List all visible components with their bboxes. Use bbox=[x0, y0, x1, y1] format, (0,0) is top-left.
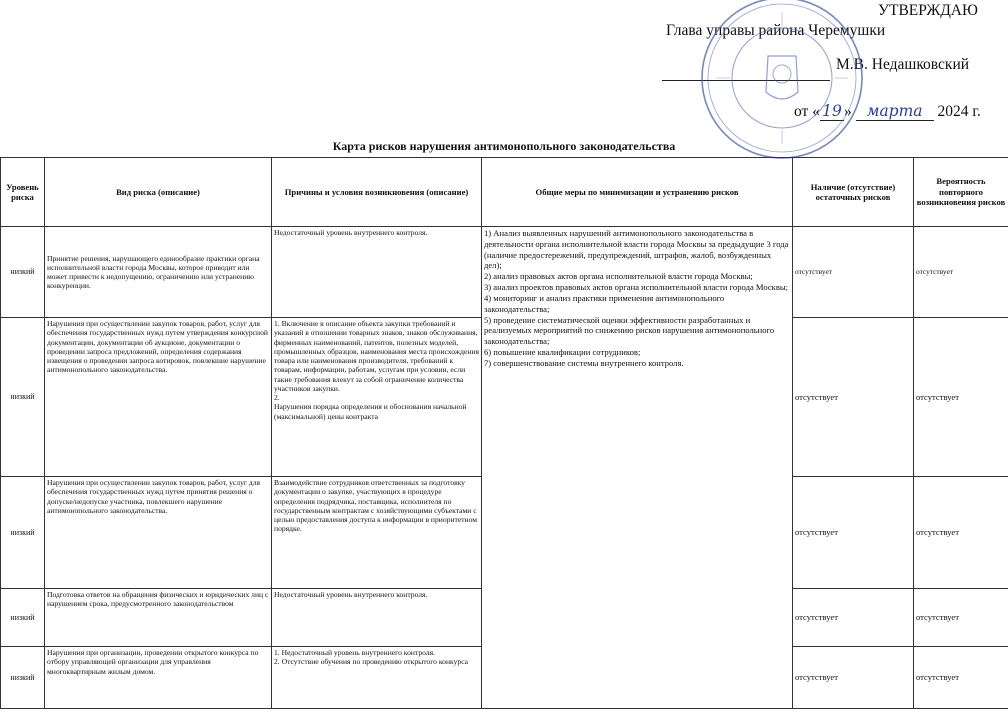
residual-risk: отсутствует bbox=[793, 647, 914, 709]
table-row bbox=[1, 227, 1008, 318]
risk-type: Принятие решения, нарушающего единообразие практики органа исполнительной власти города Москвы, которое приводит или может привести к недопущению, ограничению или устранению конкуренции. bbox=[45, 227, 272, 318]
date-prefix: от « bbox=[794, 103, 820, 120]
risk-level: низкий bbox=[1, 318, 45, 477]
risk-measures bbox=[482, 227, 793, 709]
date-day: 19 bbox=[820, 102, 844, 121]
recurrence-probability: отсутствует bbox=[914, 318, 1008, 477]
measure-item: 1) Анализ выявленных нарушений антимонопольного законодательства в деятельности органа исполнительной власти города Москвы за предыдущие 3 года (наличие предостережений, предупреждений, штрафов, жалоб, возбужденных дел); bbox=[484, 228, 789, 271]
risk-causes: Недостаточный уровень внутреннего контроля. bbox=[272, 227, 482, 318]
risk-type: Нарушения при организации, проведении открытого конкурса по отбору управляющей организации для управления многоквартирным жилым домом. bbox=[45, 647, 272, 709]
date-year: 2024 г. bbox=[937, 103, 981, 120]
risk-level: низкий bbox=[1, 647, 45, 709]
header-residual: Наличие (отсутствие) остаточных рисков bbox=[793, 158, 914, 227]
residual-risk: отсутствует bbox=[793, 477, 914, 589]
recurrence-probability: отсутствует bbox=[914, 647, 1008, 709]
recurrence-probability: отсутствует bbox=[914, 589, 1008, 647]
measure-item: 2) анализ правовых актов органа исполнительной власти города Москвы; bbox=[484, 271, 753, 282]
recurrence-probability: отсутствует bbox=[914, 227, 1008, 318]
header-probability: Вероятность повторного возникновения рисков bbox=[914, 158, 1008, 227]
risk-causes: Недостаточный уровень внутреннего контроля. bbox=[272, 589, 482, 647]
risk-map-table bbox=[0, 157, 1008, 709]
risk-level: низкий bbox=[1, 477, 45, 589]
residual-risk: отсутствует bbox=[793, 318, 914, 477]
measure-item: 4) мониторинг и анализ практики применения антимонопольного законодательства; bbox=[484, 292, 725, 314]
risk-type: Нарушения при осуществлении закупок товаров, работ, услуг для обеспечения государственных нужд путем утверждения конкурсной документации, документации об аукционе, документации о проведении запроса предложений, определения содержания извещения о проведении запроса котировок, повлекшие нарушение антимонопольного законодательства. bbox=[45, 318, 272, 477]
measure-item: 5) проведение систематической оценки эффективности разработанных и реализуемых мероприятий по снижению рисков нарушения антимонопольного законодательства; bbox=[484, 314, 775, 347]
document-title: Карта рисков нарушения антимонопольного законодательства bbox=[332, 139, 676, 153]
measure-item: 6) повышение квалификации сотрудников; bbox=[484, 347, 641, 358]
recurrence-probability: отсутствует bbox=[914, 477, 1008, 589]
risk-type: Нарушения при осуществлении закупок товаров, работ, услуг для обеспечения государственных нужд путем принятия решения о допуске/недопуске участника, повлекшего нарушение антимонопольного законодательства. bbox=[45, 477, 272, 589]
measure-item: 3) анализ проектов правовых актов органа исполнительной власти города Москвы; bbox=[484, 282, 789, 293]
risk-causes: Взаимодействие сотрудников ответственных за подготовку документации о закупке, участвующих в процедуре определения подрядчика, поставщика, исполнителя по государственным контрактам с хозяйствующими субъектами с целью предоставления доступа к информации в приоритетном порядке. bbox=[272, 477, 482, 589]
official-stamp-seal bbox=[698, 0, 866, 162]
header-type: Вид риска (описание) bbox=[45, 158, 272, 227]
header-level: Уровень риска bbox=[1, 158, 45, 227]
risk-causes: 1. Включение в описание объекта закупки требований и указаний в отношении товарных знаков, знаков обслуживания, фирменных наименований, патентов, полезных моделей, промышленных образцов, наименования места происхождения товара или наименования производителя, требований к товарам, информации, работам, услугам при условии, если такие требования влекут за собой ограничение количества участников закупки. 2. Нарушения порядка определения и обоснования начальной (максимальной) цены контракта bbox=[272, 318, 482, 477]
risk-level: низкий bbox=[1, 227, 45, 318]
approval-title: УТВЕРЖДАЮ bbox=[878, 2, 978, 19]
date-month: марта bbox=[856, 102, 934, 121]
header-measures: Общие меры по минимизации и устранению рисков bbox=[482, 158, 793, 227]
header-causes: Причины и условия возникновения (описание) bbox=[272, 158, 482, 227]
residual-risk: отсутствует bbox=[793, 227, 914, 318]
risk-causes: 1. Недостаточный уровень внутреннего контроля. 2. Отсутствие обучения по проведению открытого конкурса bbox=[272, 647, 482, 709]
approval-signer: М.В. Недашковский bbox=[836, 56, 970, 73]
risk-level: низкий bbox=[1, 589, 45, 647]
residual-risk: отсутствует bbox=[793, 589, 914, 647]
table-header-row bbox=[1, 158, 1008, 227]
risk-type: Подготовка ответов на обращения физических и юридических лиц с нарушением срока, предусмотренного законодательством bbox=[45, 589, 272, 647]
measure-item: 7) совершенствование системы внутреннего контроля. bbox=[484, 357, 684, 368]
date-mid: » bbox=[843, 103, 852, 120]
approval-position: Глава управы района Черемушки bbox=[666, 22, 886, 39]
